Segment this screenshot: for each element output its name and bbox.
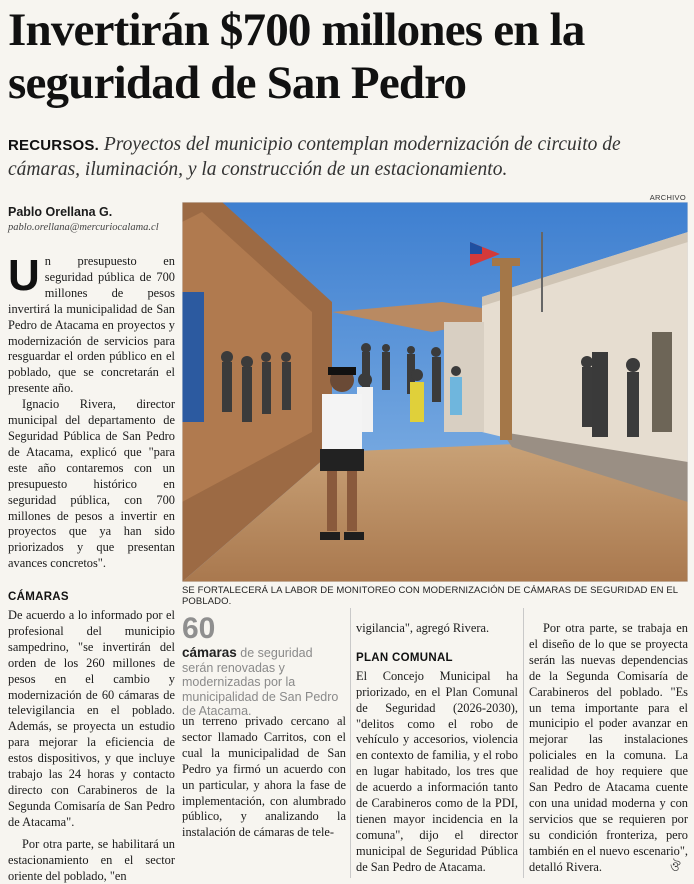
column-1 xyxy=(8,251,175,884)
photo-credit: ARCHIVO xyxy=(649,193,686,202)
author-email: pablo.orellana@mercuriocalama.cl xyxy=(8,222,159,233)
paragraph: Por otra parte, se trabaja en el diseño de lo que se proyecta serán las nuevas dependencias de la Segunda Comisaría de Carabineros del poblado. "Es un tema importante para el municipio el poder avanzar en mejorar las instalaciones policiales en la comuna. La realidad de hoy requiere que San Pedro de Atacama cuente con una unidad moderna y con servicios que se requieren por su condición fronteriza, pero también en el nuevo escenario", detalló Rivera. xyxy=(529,621,688,874)
paragraph: un terreno privado cercano al sector llamado Carritos, con el cual la municipalidad de San Pedro ya firmó un acuerdo con un particular, y ahora la fase de implementación, con alumbrado público, y analizando la instalación de cámaras de tele- xyxy=(182,714,346,840)
pull-stat-number: 60 xyxy=(182,612,216,645)
pull-stat-bold: cámaras xyxy=(182,645,237,660)
lead-paragraph xyxy=(8,251,175,397)
pull-stat xyxy=(182,612,346,719)
drop-cap: U xyxy=(8,251,40,300)
street-photo xyxy=(182,202,688,582)
lead-text: n presupuesto en seguridad pública de 700 millones de pesos invertirá la municipalidad de San Pedro de Atacama en proyectos y modernización de servicios para resguardar el orden público en el poblado, que se concretarán el presente año. xyxy=(8,254,175,396)
column-2 xyxy=(182,714,346,841)
deck-kicker: RECURSOS. xyxy=(8,137,99,154)
paragraph: De acuerdo a lo informado por el profesional del municipio sampedrino, "se invertirán del orden de los 260 millones de pesos en el cambio y modernización de 60 cámaras de televigilancia en el poblado. Además, se proyecta un estudio para mejorar la eficiencia de estos dispositivos, y que incluye trabajo las 24 horas y contacto directo con Carabineros de la Segunda Comisaría de San Pedro de Atacama". xyxy=(8,608,175,829)
deck xyxy=(8,133,688,182)
subhead-camaras: CÁMARAS xyxy=(8,591,69,604)
headline: Invertirán $700 millones en la seguridad de San Pedro xyxy=(8,4,585,109)
photo-caption: SE FORTALECERÁ LA LABOR DE MONITOREO CON MODERNIZACIÓN DE CÁMARAS DE SEGURIDAD EN EL POBLADO. xyxy=(182,585,678,607)
street-photo-illustration xyxy=(182,202,688,582)
column-3 xyxy=(356,621,518,876)
column-4 xyxy=(529,621,688,876)
subhead-plan-comunal: PLAN COMUNAL xyxy=(356,651,453,664)
byline xyxy=(8,205,178,233)
end-mark-icon: ঔ xyxy=(670,860,681,875)
paragraph: Por otra parte, se habilitará un estacionamiento en el sector oriente del poblado, "en xyxy=(8,836,175,883)
pull-stat-rest: de seguridad serán renovadas y modernizadas por la municipalidad de San Pedro de Atacama. xyxy=(182,646,339,718)
paragraph: El Concejo Municipal ha priorizado, en el Plan Comunal de Seguridad (2026-2030), "delitos como el robo de vehículo y accesorios, violencia en contexto de familia, y el robo en lugar habitado, los tres que de acuerdo a información tanto de Carabineros como de la PDI, tienen mayor incidencia en la comuna", dijo el director municipal de Seguridad Pública de San Pedro de Atacama. xyxy=(356,668,518,874)
author-name: Pablo Orellana G. xyxy=(8,205,113,219)
column-divider xyxy=(350,608,351,878)
column-divider xyxy=(523,608,524,878)
pull-stat-text xyxy=(182,646,346,719)
paragraph: vigilancia", agregó Rivera. xyxy=(356,621,490,635)
deck-text: Proyectos del municipio contemplan modernización de circuito de cámaras, iluminación, y la construcción de un estacionamiento. xyxy=(8,134,621,180)
paragraph: Ignacio Rivera, director municipal del departamento de Seguridad Pública de San Pedro de Atacama, explicó que "para este año contaremos con un presupuesto histórico en seguridad pública, con 700 millones de pesos a invertir en proyectos que ya han sido priorizados y que presentan avances concretos". xyxy=(8,397,175,571)
